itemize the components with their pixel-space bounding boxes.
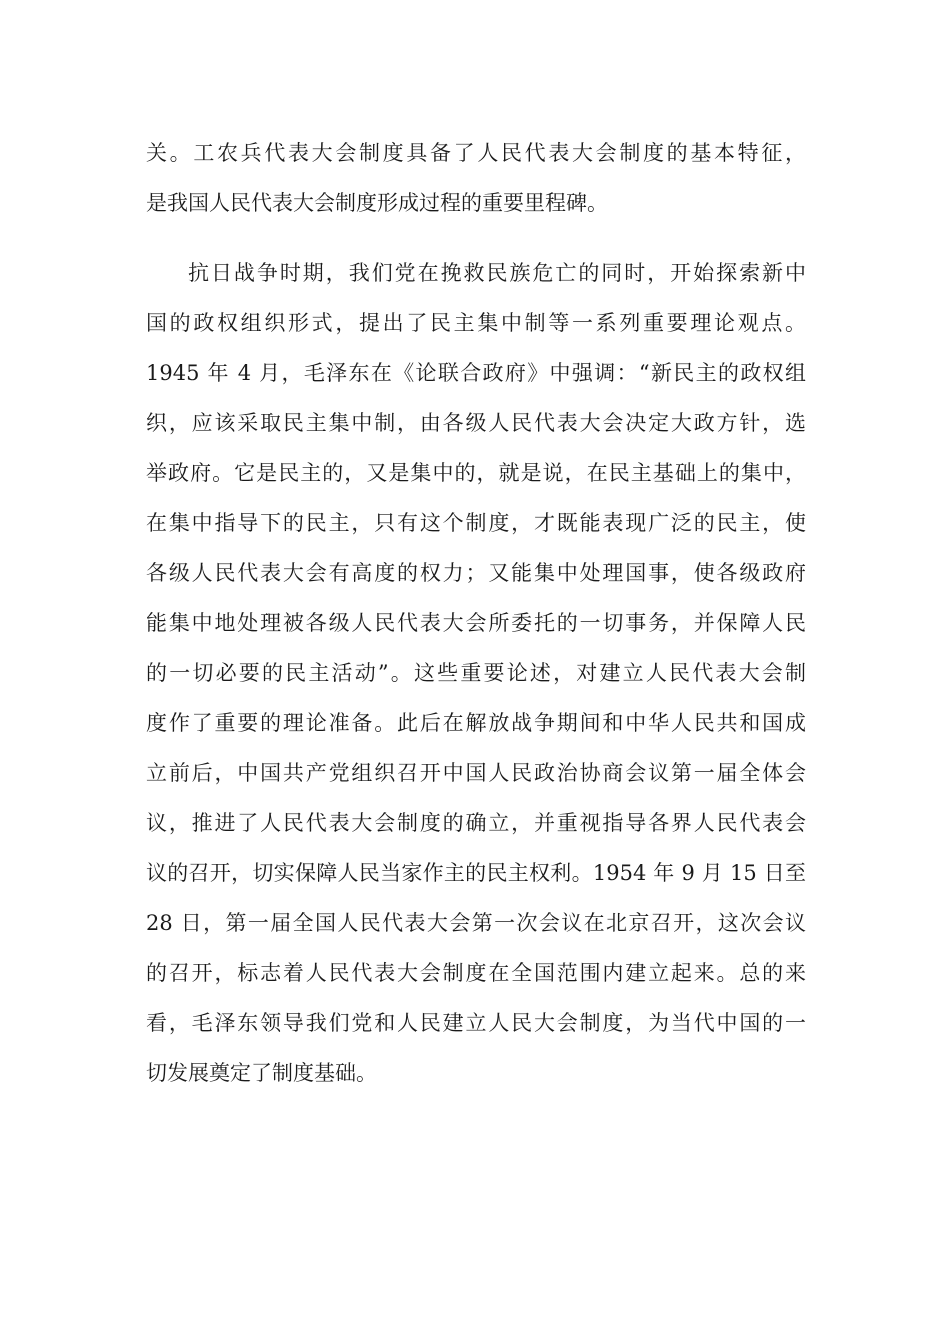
text-line: 能集中地处理被各级人民代表大会所委托的一切事务，并保障人民 [146,611,806,635]
paragraph-gap [146,228,806,248]
text-line: 1945 年 4 月，毛泽东在《论联合政府》中强调：“新民主的政权组 [146,361,806,385]
text-line: 各级人民代表大会有高度的权力；又能集中处理国事，使各级政府 [146,561,806,585]
text-line: 在集中指导下的民主，只有这个制度，才既能表现广泛的民主，使 [146,511,806,535]
text-line: 国的政权组织形式，提出了民主集中制等一系列重要理论观点。 [146,311,806,335]
text-line: 切发展奠定了制度基础。 [146,1061,377,1085]
text-line: 关。工农兵代表大会制度具备了人民代表大会制度的基本特征， [146,141,806,165]
text-line: 织，应该采取民主集中制，由各级人民代表大会决定大政方针，选 [146,411,806,435]
text-line: 的一切必要的民主活动”。这些重要论述，对建立人民代表大会制 [146,661,806,685]
text-line: 的召开，标志着人民代表大会制度在全国范围内建立起来。总的来 [146,961,806,985]
text-line: 议的召开，切实保障人民当家作主的民主权利。1954 年 9 月 15 日至 [146,861,806,885]
text-line: 度作了重要的理论准备。此后在解放战争期间和中华人民共和国成 [146,711,806,735]
text-line: 举政府。它是民主的，又是集中的，就是说，在民主基础上的集中， [146,461,806,485]
text-line: 议，推进了人民代表大会制度的确立，并重视指导各界人民代表会 [146,811,806,835]
text-line: 抗日战争时期，我们党在挽救民族危亡的同时，开始探索新中 [188,261,806,285]
text-line: 是我国人民代表大会制度形成过程的重要里程碑。 [146,191,608,215]
paragraph-2 [146,248,806,1098]
paragraph-1 [146,128,806,228]
text-line: 立前后，中国共产党组织召开中国人民政治协商会议第一届全体会 [146,761,806,785]
text-line: 看，毛泽东领导我们党和人民建立人民大会制度，为当代中国的一 [146,1011,806,1035]
text-line: 28 日，第一届全国人民代表大会第一次会议在北京召开，这次会议 [146,911,806,935]
document-page [146,128,806,1098]
